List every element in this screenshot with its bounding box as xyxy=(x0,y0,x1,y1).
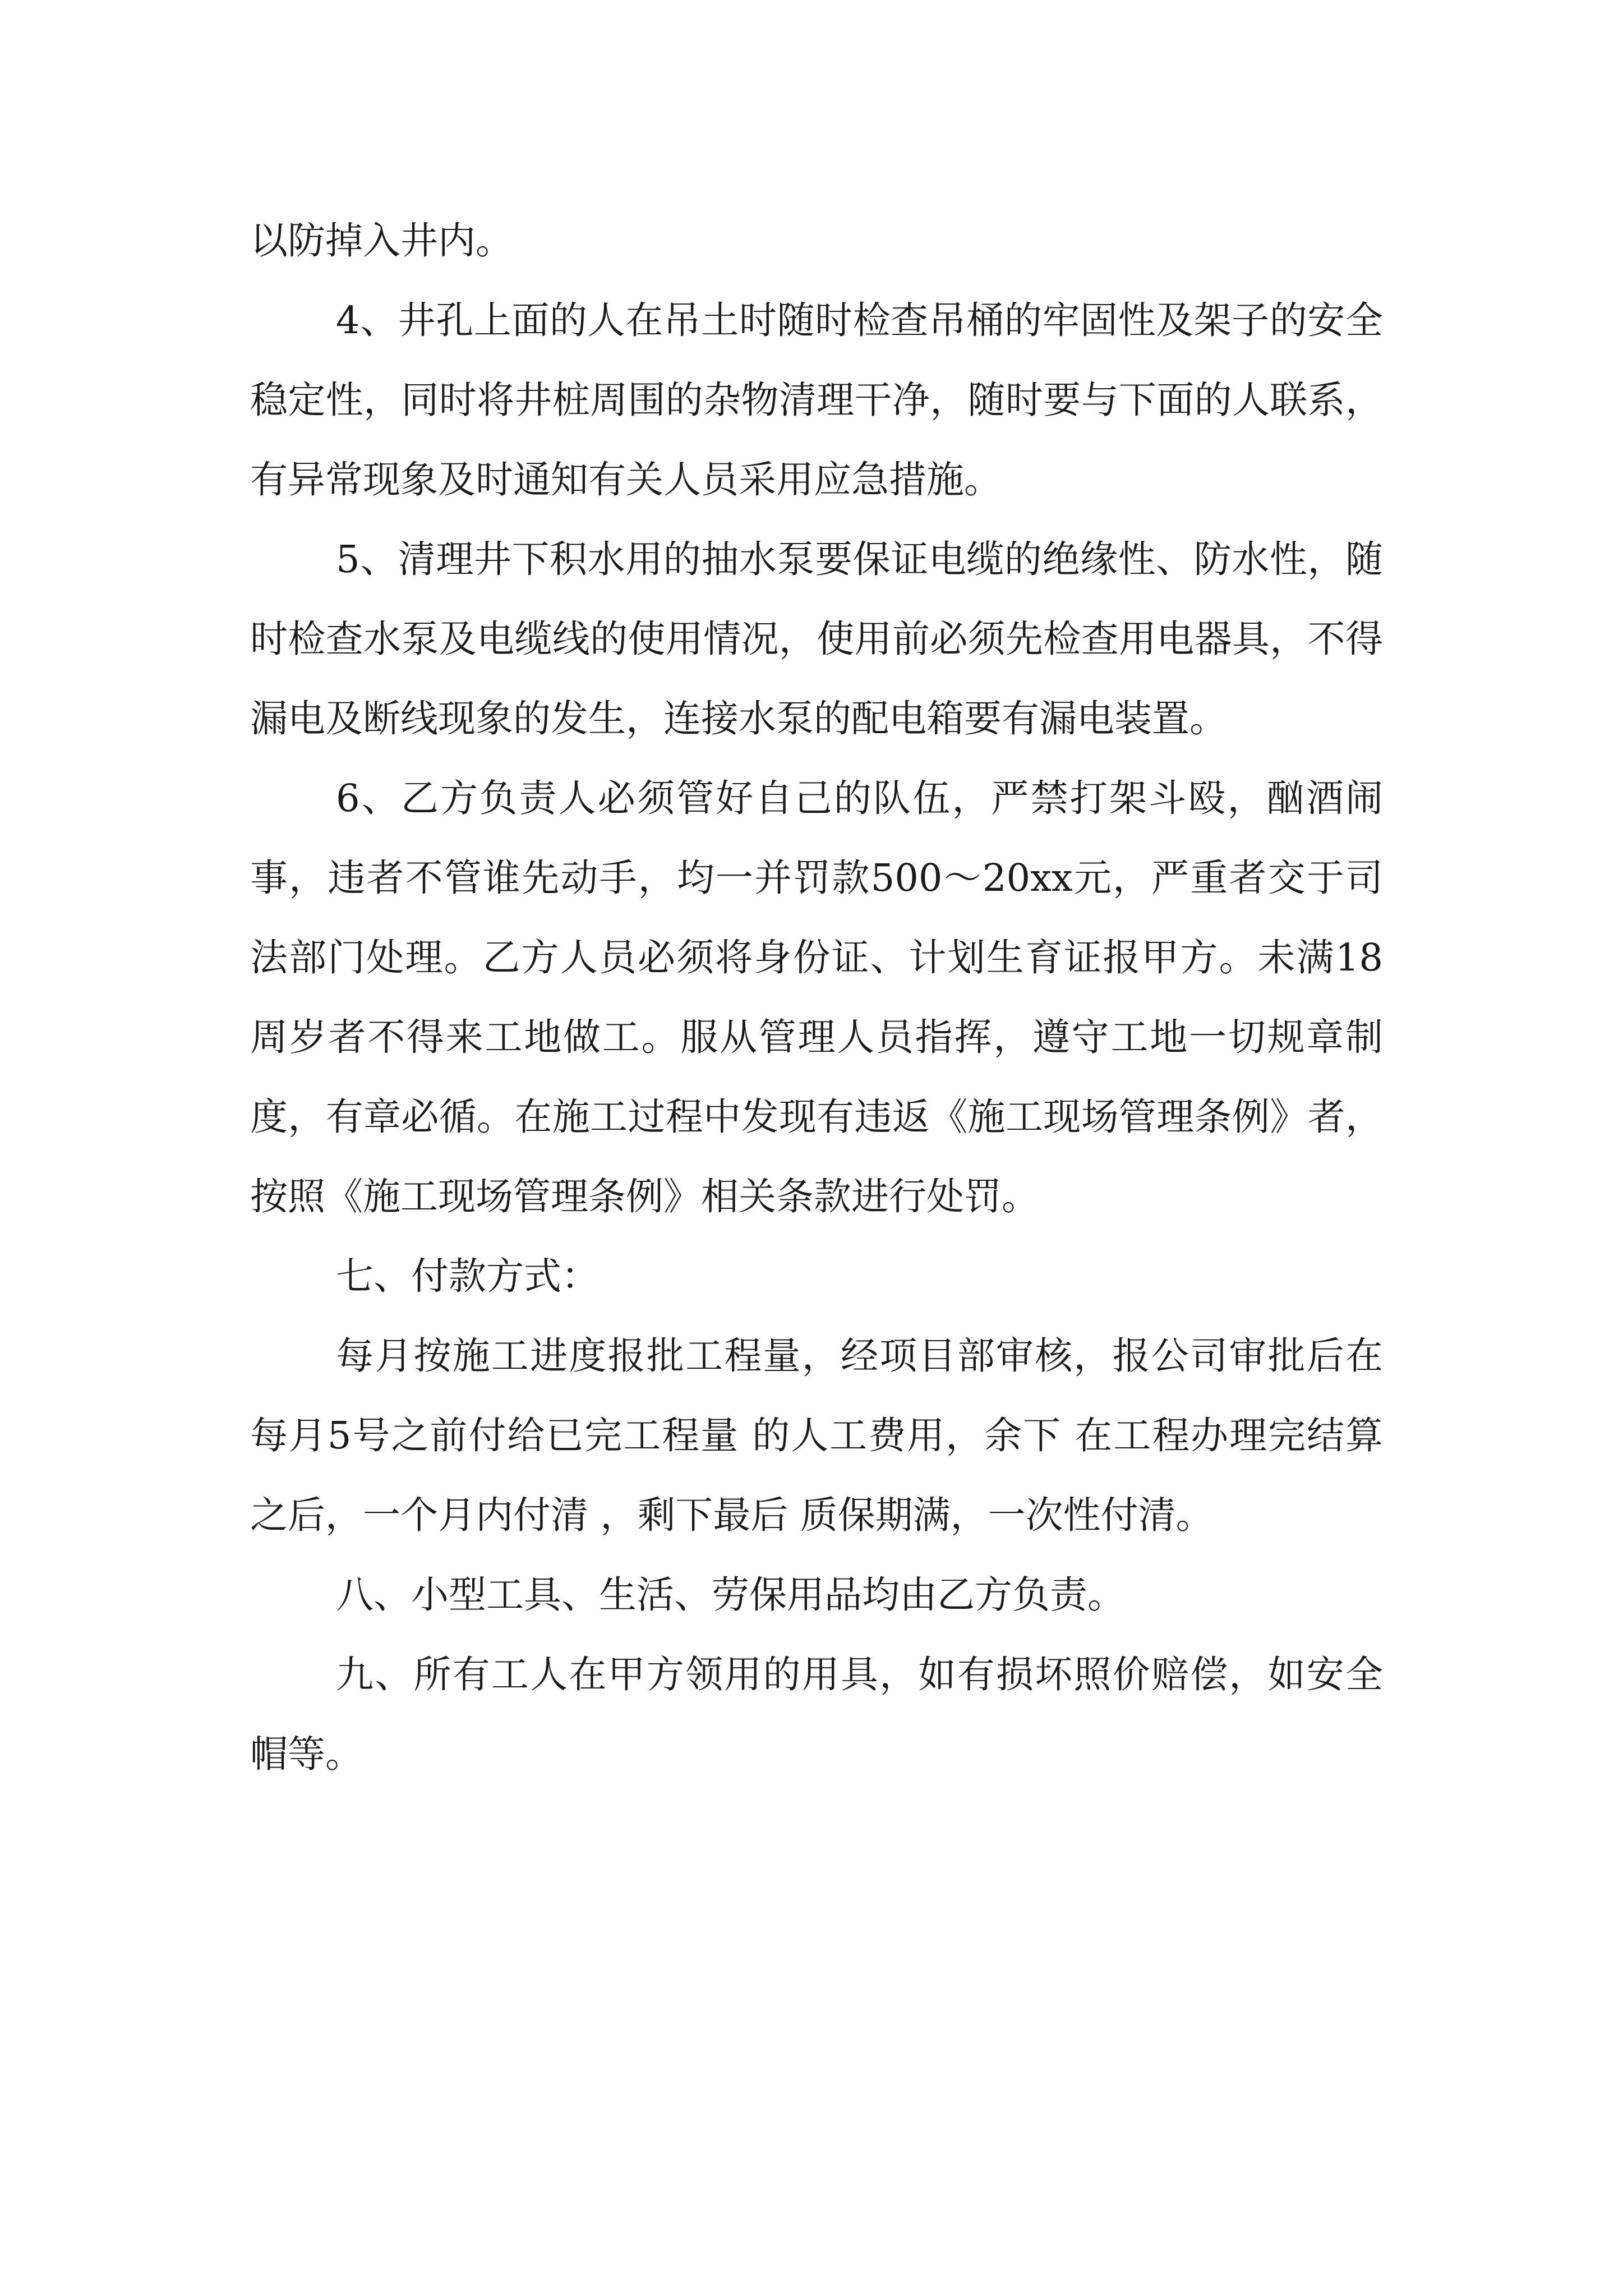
paragraph-continuation: 以防掉入井内。 xyxy=(250,219,513,263)
paragraph-payment-terms: 每月按施工进度报批工程量，经项目部审核，报公司审批后在每月5号之前付给已完工程量 的人工费用，余下 在工程办理完结算之后，一个月内付清 ，剩下最后 质保期满，一次性付清。 xyxy=(250,1334,1383,1537)
paragraph-clause-4: 4、井孔上面的人在吊土时随时检查吊桶的牢固性及架子的安全稳定性，同时将井桩周围的杂物清理干净，随时要与下面的人联系，有异常现象及时通知有关人员采用应急措施。 xyxy=(250,298,1383,501)
section-eight: 八、小型工具、生活、劳保用品均由乙方负责。 xyxy=(336,1573,1125,1617)
paragraph-clause-5: 5、清理井下积水用的抽水泵要保证电缆的绝缘性、防水性，随时检查水泵及电缆线的使用情况，使用前必须先检查用电器具，不得漏电及断线现象的发生，连接水泵的配电箱要有漏电装置。 xyxy=(250,537,1383,740)
document-body xyxy=(250,201,1383,1794)
paragraph-clause-6: 6、乙方负责人必须管好自己的队伍，严禁打架斗殴，酗酒闹事，违者不管谁先动手，均一并罚款500～20xx元，严重者交于司法部门处理。乙方人员必须将身份证、计划生育证报甲方。未满18周岁者不得来工地做工。服从管理人员指挥，遵守工地一切规章制度，有章必循。在施工过程中发现有违返《施工现场管理条例》者，按照《施工现场管理条例》相关条款进行处罚。 xyxy=(250,776,1383,1218)
section-heading-payment: 七、付款方式： xyxy=(336,1254,599,1298)
section-nine: 九、所有工人在甲方领用的用具，如有损坏照价赔偿，如安全帽等。 xyxy=(250,1653,1383,1776)
